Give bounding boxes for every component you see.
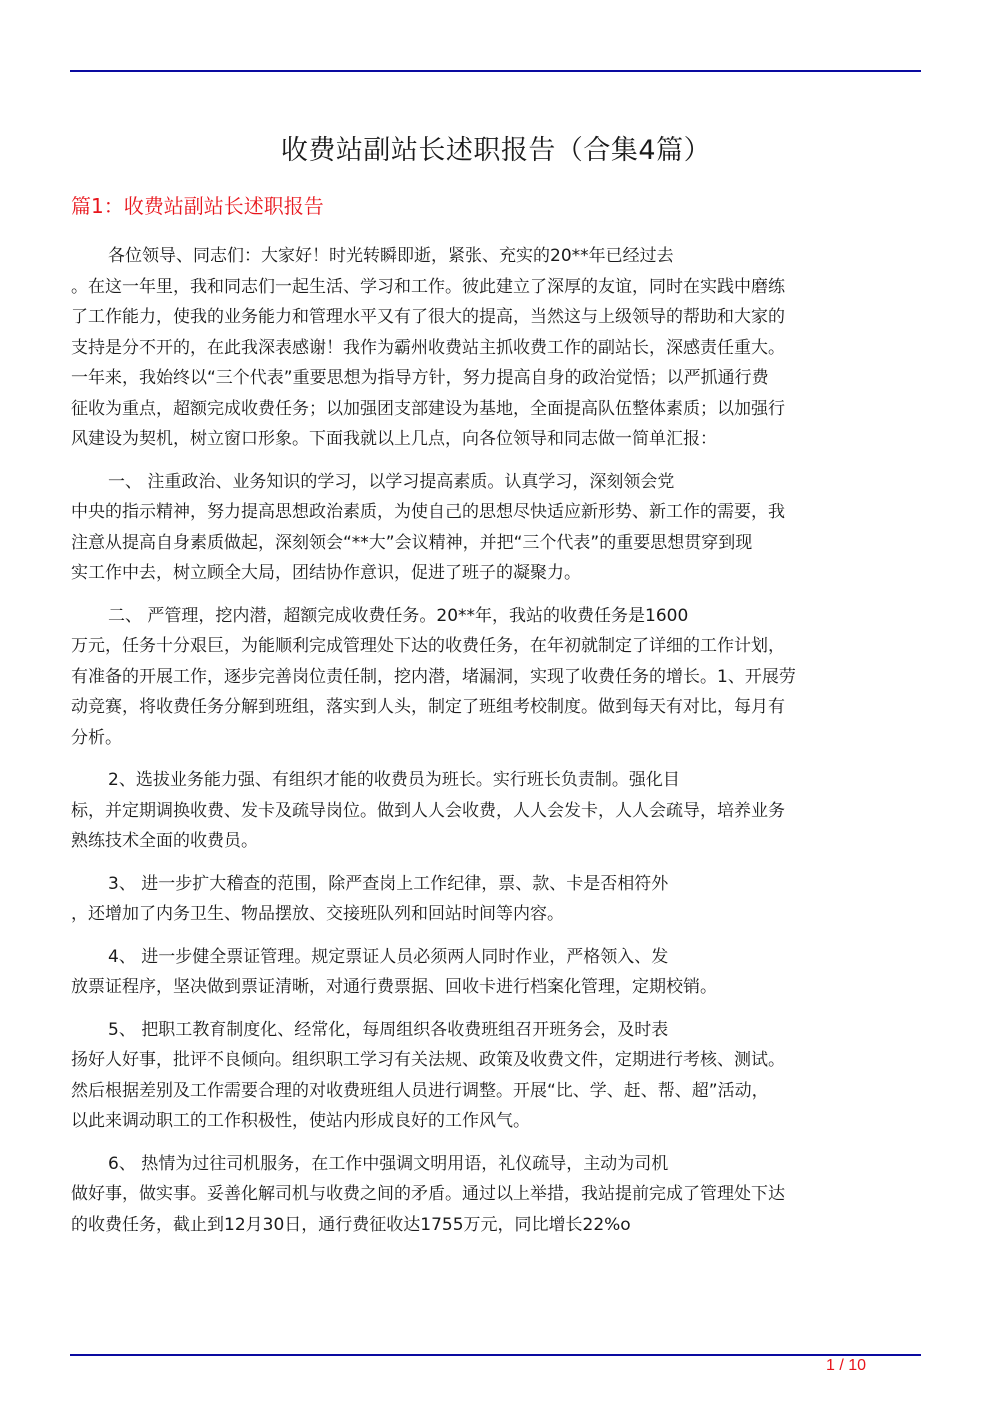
document-title: 收费站副站长述职报告（合集4篇） [280,135,712,166]
text-line: 一、 注重政治、业务知识的学习，以学习提高素质。认真学习，深刻领会党 [108,471,675,492]
paragraph-point-2 [71,601,921,754]
text-line: 的收费任务，截止到12月30日，通行费征收达1755万元，同比增长22%o [71,1214,631,1235]
text-line: 3、 进一步扩大稽查的范围，除严查岗上工作纪律，票、款、卡是否相符外 [108,873,669,894]
text-line: 2、选拔业务能力强、有组织才能的收费员为班长。实行班长负责制。强化目 [108,770,680,790]
text-line: ，还增加了内务卫生、物品摆放、交接班队列和回站时间等内容。 [71,904,564,924]
text-line: 5、 把职工教育制度化、经常化，每周组织各收费班组召开班务会，及时表 [108,1019,669,1040]
text-line: 各位领导、同志们：大家好！时光转瞬即逝，紧张、充实的20**年已经过去 [108,246,674,266]
text-line: 中央的指示精神，努力提高思想政治素质，为使自己的思想尽快适应新形势、新工作的需要，我 [71,502,785,522]
text-line: 注意从提高自身素质做起，深刻领会“**大”会议精神，并把“三个代表”的重要思想贯穿到现 [71,532,753,553]
paragraph-point-1 [71,467,921,589]
paragraph-item-3 [71,869,921,930]
text-line: 分析。 [71,727,122,748]
paragraph-intro [71,241,921,455]
text-line: 二、 严管理，挖内潜，超额完成收费任务。20**年，我站的收费任务是1600 [108,605,689,626]
text-line: 征收为重点，超额完成收费任务；以加强团支部建设为基地，全面提高队伍整体素质；以加强行 [71,398,785,419]
text-line: 万元，任务十分艰巨，为能顺利完成管理处下达的收费任务，在年初就制定了详细的工作计划， [71,636,785,656]
text-line: 标，并定期调换收费、发卡及疏导岗位。做到人人会收费，人人会发卡，人人会疏导，培养业务 [71,800,785,821]
text-line: 然后根据差别及工作需要合理的对收费班组人员进行调整。开展“比、学、赶、帮、超”活动， [71,1080,769,1101]
text-line: 。在这一年里，我和同志们一起生活、学习和工作。彼此建立了深厚的友谊，同时在实践中磨练 [71,276,785,297]
text-line: 风建设为契机，树立窗口形象。下面我就以上几点，向各位领导和同志做一简单汇报： [71,429,717,449]
paragraph-item-6 [71,1149,921,1241]
text-line: 做好事，做实事。妥善化解司机与收费之间的矛盾。通过以上举措，我站提前完成了管理处下达 [71,1184,785,1204]
footer-rule [70,1354,921,1356]
text-line: 一年来，我始终以“三个代表”重要思想为指导方针，努力提高自身的政治觉悟；以严抓通行费 [71,368,769,388]
text-line: 动竞赛，将收费任务分解到班组，落实到人头，制定了班组考校制度。做到每天有对比，每月有 [71,697,785,717]
text-line: 4、 进一步健全票证管理。规定票证人员必须两人同时作业，严格领入、发 [108,946,669,967]
paragraph-item-2 [71,765,921,857]
page-number: 1 / 10 [826,1357,867,1374]
text-line: 以此来调动职工的工作积极性，使站内形成良好的工作风气。 [71,1111,530,1131]
section-heading: 篇1：收费站副站长述职报告 [71,194,324,218]
text-line: 了工作能力，使我的业务能力和管理水平又有了很大的提高，当然这与上级领导的帮助和大家的 [71,307,785,327]
paragraph-item-4 [71,942,921,1003]
text-line: 扬好人好事，批评不良倾向。组织职工学习有关法规、政策及收费文件，定期进行考核、测试。 [71,1050,785,1070]
paragraph-item-5 [71,1015,921,1137]
document-body [71,241,921,1252]
text-line: 实工作中去，树立顾全大局，团结协作意识，促进了班子的凝聚力。 [71,563,581,583]
text-line: 支持是分不开的，在此我深表感谢！我作为霸州收费站主抓收费工作的副站长，深感责任重大。 [71,337,785,358]
text-line: 有准备的开展工作，逐步完善岗位责任制，挖内潜，堵漏洞，实现了收费任务的增长。1、开展劳 [71,666,796,687]
header-rule [70,70,921,72]
text-line: 熟练技术全面的收费员。 [71,831,258,851]
text-line: 6、 热情为过往司机服务，在工作中强调文明用语，礼仪疏导，主动为司机 [108,1153,669,1174]
text-line: 放票证程序，坚决做到票证清晰，对通行费票据、回收卡进行档案化管理，定期校销。 [71,977,717,997]
